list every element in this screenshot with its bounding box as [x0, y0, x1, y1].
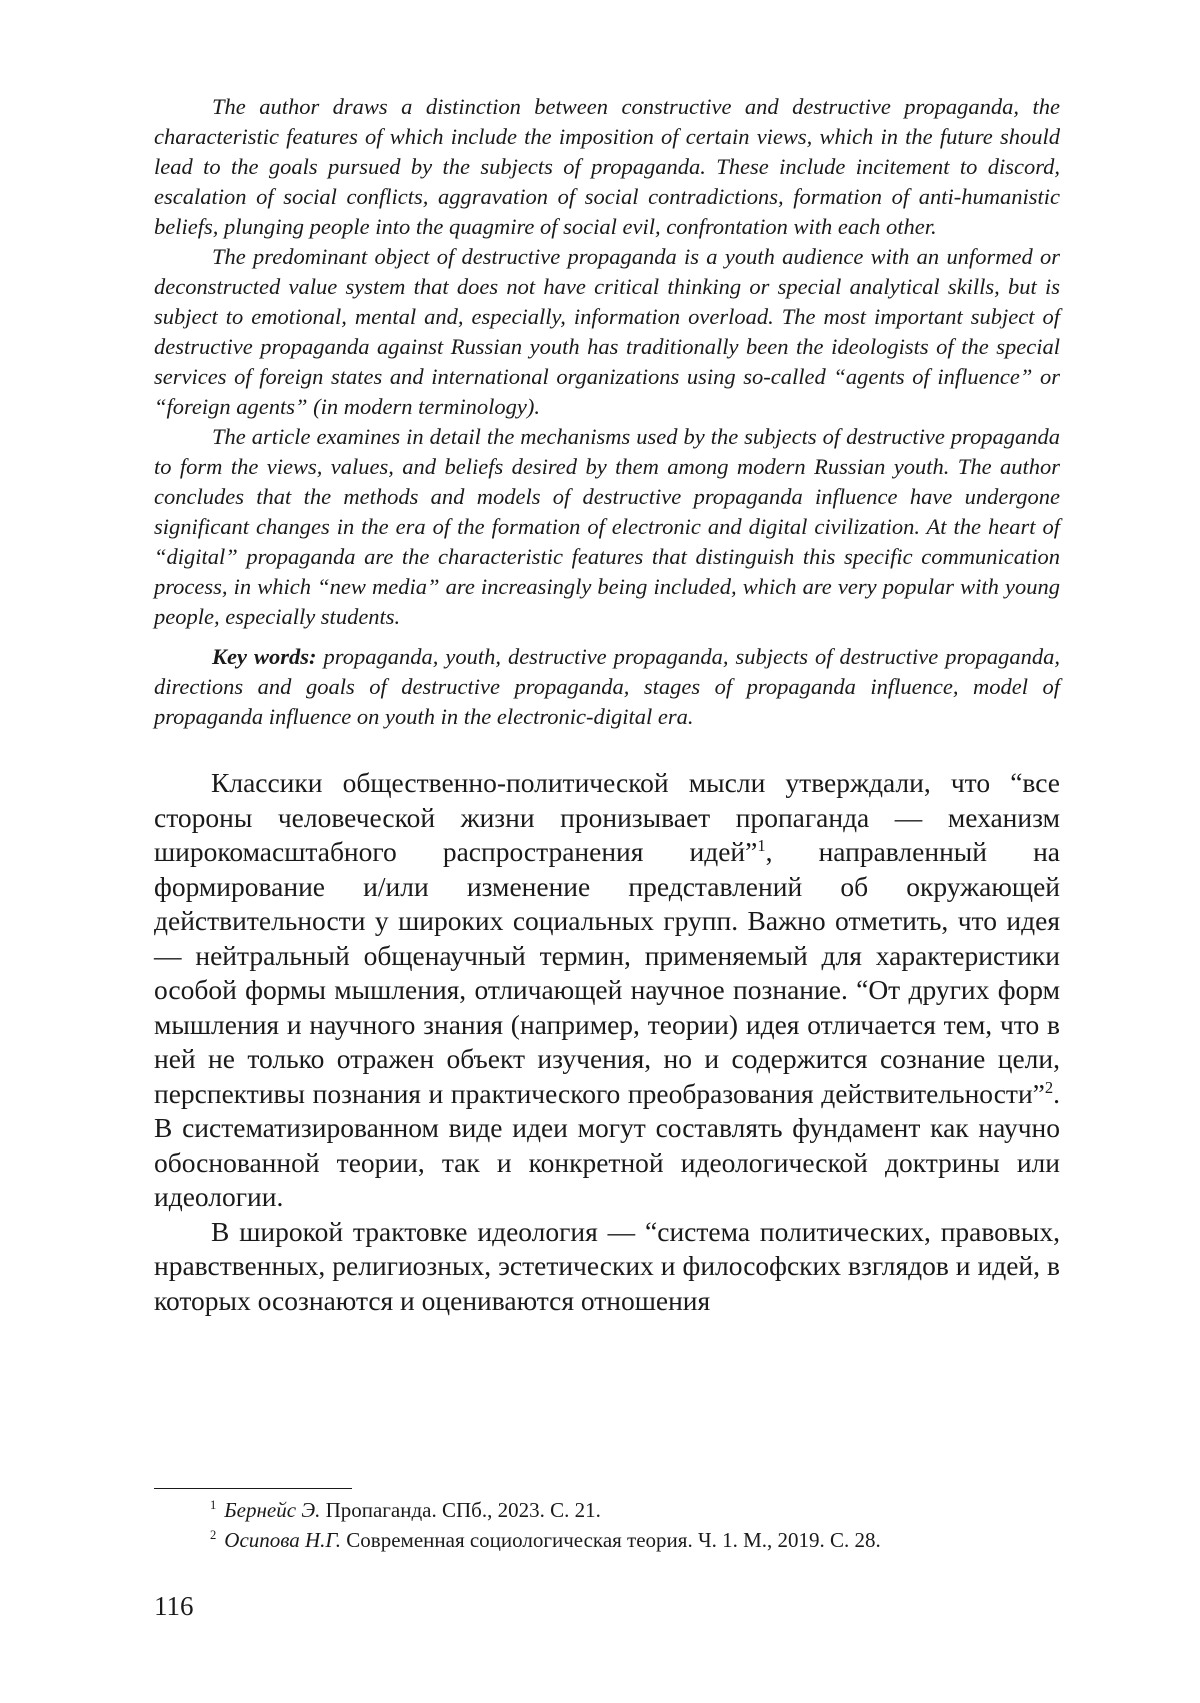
footnote-author: Бернейс Э.	[224, 1498, 321, 1522]
body-paragraph-1-part-b: , направленный на формирование и/или изменение представлений об окружающей действительности у широких социальных групп. Важно отметить, что идея — нейтральный общенаучный термин, применяемый для характеристики особой формы мышления, отличающей научное познание. “От других форм мышления и научного знания (например, теории) идея отличается тем, что в ней не только отражен объект изучения, но и содержится сознание цели, перспективы познания и практического преобразования действительности”	[154, 836, 1060, 1109]
body-text	[154, 766, 1060, 1318]
footnotes	[154, 1495, 1060, 1555]
keywords-label: Key words:	[212, 644, 317, 669]
footnote-number: 1	[210, 1498, 217, 1512]
keywords-text: propaganda, youth, destructive propaganda, subjects of destructive propaganda, directions and goals of destructive propaganda, stages of propaganda influence, model of propaganda influence on youth in the electronic-digital era.	[154, 644, 1060, 729]
footnote-ref-1[interactable]: 1	[757, 835, 766, 855]
abstract-paragraph-3: The article examines in detail the mechanisms used by the subjects of destructive propaganda to form the views, values, and beliefs desired by them among modern Russian youth. The author concludes that the methods and models of destructive propaganda influence have undergone significant changes in the era of the formation of electronic and digital civilization. At the heart of “digital” propaganda are the characteristic features that distinguish this specific communication process, in which “new media” are increasingly being included, which are very popular with young people, especially students.	[154, 424, 1060, 629]
body-paragraph-2: В широкой трактовке идеология — “система политических, правовых, нравственных, религиозных, эстетических и философских взглядов и идей, в которых осознаются и оцениваются отношения	[154, 1215, 1060, 1316]
page-number: 116	[154, 1591, 194, 1621]
abstract	[154, 92, 1060, 732]
footnote-1	[154, 1495, 1060, 1525]
footnote-text: Современная социологическая теория. Ч. 1. М., 2019. С. 28.	[341, 1528, 881, 1552]
footnote-text: Пропаганда. СПб., 2023. С. 21.	[320, 1498, 601, 1522]
footnote-number: 2	[210, 1528, 217, 1542]
body-paragraph-1	[154, 766, 1060, 1215]
footnote-2	[154, 1525, 1060, 1555]
abstract-paragraph-1: The author draws a distinction between constructive and destructive propaganda, the characteristic features of which include the imposition of certain views, which in the future should lead to the goals pursued by the subjects of propaganda. These include incitement to discord, escalation of social conflicts, aggravation of social contradictions, formation of anti-humanistic beliefs, plunging people into the quagmire of social evil, confrontation with each other.	[154, 94, 1060, 239]
page-content	[154, 92, 1060, 1318]
footnote-ref-2[interactable]: 2	[1044, 1077, 1054, 1097]
keywords-paragraph	[154, 642, 1060, 732]
body-paragraph-1-part-a: Классики общественно-политической мысли утверждали, что “все стороны человеческой жизни пронизывает пропаганда — механизм широкомасштабного распространения идей”	[154, 767, 1060, 867]
footnote-divider	[154, 1488, 352, 1489]
body-paragraph-1-part-c: . В систематизированном виде идеи могут составлять фундамент как научно обоснованной теории, так и конкретной идеологической доктрины или идеологии.	[154, 1077, 1060, 1212]
abstract-paragraph-2: The predominant object of destructive propaganda is a youth audience with an unformed or deconstructed value system that does not have critical thinking or special analytical skills, but is subject to emotional, mental and, especially, information overload. The most important subject of destructive propaganda against Russian youth has traditionally been the ideologists of the special services of foreign states and international organizations using so-called “agents of influence” or “foreign agents” (in modern terminology).	[154, 244, 1060, 419]
footnote-author: Осипова Н.Г.	[224, 1528, 342, 1552]
